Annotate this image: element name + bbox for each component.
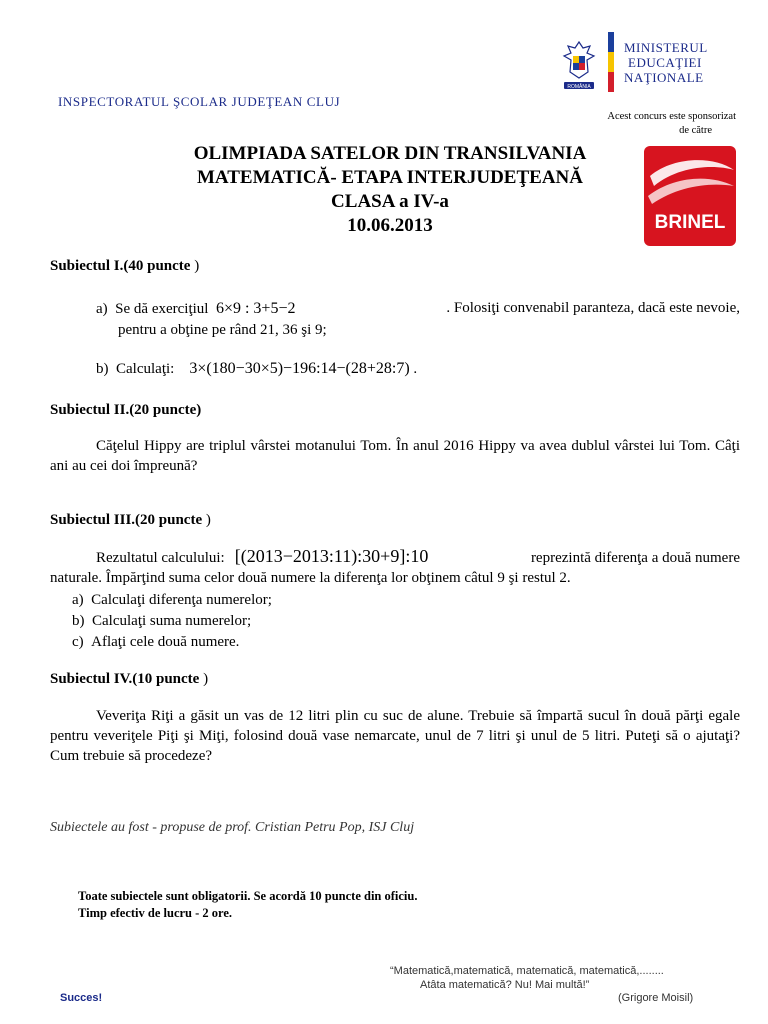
title-line-2: MATEMATICĂ- ETAPA INTERJUDEŢEANĂ	[196, 167, 583, 188]
subject-3-heading	[50, 512, 211, 529]
subject-4-text: Veveriţa Riţi a găsit un vas de 12 litri plin cu suc de alune. Trebuie să împartă sucul în două părţi egale pentru veveriţele Piţi şi Miţi, folosind două vase nemarcate, unul de 7 litri şi unul de 5 litri. Puteţi să o ajutaţi? Cum trebuie să procedeze?	[50, 708, 740, 764]
subject-3-text-2: reprezintă diferenţa a două numere	[530, 550, 740, 566]
item-label: b)	[72, 613, 85, 629]
quote-line-2: Atâta matematică? Nu! Mai multă!”	[420, 979, 590, 991]
item-b-expression: 3×(180−30×5)−196:14−(28+28:7)	[189, 360, 410, 377]
subject-3-heading-text: Subiectul III.(20 puncte	[50, 512, 203, 528]
subject-1-item-a	[96, 298, 740, 341]
ministry-line-2: EDUCAŢIEI	[628, 55, 702, 70]
romanian-flag-stripe	[608, 32, 614, 92]
subject-4-heading-text: Subiectul IV.(10 puncte	[50, 671, 200, 687]
item-b-label: b)	[96, 361, 109, 377]
title-line-3: CLASA a IV-a	[331, 191, 449, 212]
subject-1-heading-close: )	[190, 258, 200, 274]
sponsor-note	[576, 110, 736, 138]
instruction-2: Timp efectiv de lucru - 2 ore.	[78, 906, 233, 920]
subject-1-heading	[50, 258, 199, 275]
crest-label: ROMÂNIA	[567, 84, 591, 90]
item-label: c)	[72, 634, 84, 650]
item-a-text-3: pentru a obţine pe rând 21, 36 şi 9;	[118, 322, 327, 338]
moisil-quote	[390, 964, 664, 992]
subject-3-list	[72, 590, 272, 653]
item-a-text-2: . Folosiţi convenabil paranteza, dacă este nevoie,	[446, 300, 740, 316]
subject-4-heading	[50, 671, 208, 688]
brinel-wordmark: BRINEL	[654, 212, 726, 233]
ministry-line-1: MINISTERUL	[624, 40, 708, 55]
exam-title	[100, 142, 680, 238]
subject-2-text: Căţelul Hippy are triplul vârstei motanului Tom. În anul 2016 Hippy va avea dublul vârstei lui Tom. Câţi ani au cei doi împreună?	[50, 438, 740, 474]
romania-crest-logo	[556, 38, 602, 94]
subject-2-heading-close: )	[196, 402, 202, 418]
subject-2-heading	[50, 402, 201, 419]
item-a-text: Se dă exerciţiul	[115, 301, 209, 317]
item-label: a)	[72, 592, 84, 608]
subject-3-heading-close: )	[202, 512, 211, 528]
quote-author: (Grigore Moisil)	[618, 992, 694, 1004]
item-text: Calculaţi suma numerelor;	[92, 613, 252, 629]
authors-credit: Subiectele au fost - propuse de prof. Cristian Petru Pop, ISJ Cluj	[50, 820, 415, 835]
item-a-expression: 6×9 : 3+5−2	[215, 300, 296, 317]
good-luck-text: Succes!	[60, 992, 103, 1004]
subject-3-expression: [(2013−2013:11):30+9]:10	[234, 546, 429, 566]
instruction-1: Toate subiectele sunt obligatorii. Se acordă 10 puncte din oficiu.	[78, 889, 418, 903]
item-b-text: Calculaţi:	[116, 361, 175, 377]
sponsor-line-1: Acest concurs este sponsorizat	[607, 111, 736, 122]
sponsor-line-2: de către	[679, 125, 712, 136]
item-text: Calculaţi diferenţa numerelor;	[91, 592, 272, 608]
exam-instructions	[78, 888, 417, 922]
subject-2-heading-text: Subiectul II.(20 puncte	[50, 402, 197, 418]
ministry-line-3: NAŢIONALE	[624, 70, 704, 85]
subject-3-item-a	[72, 590, 272, 611]
subject-3-text-3: naturale. Împărţind suma celor două numere la diferenţa lor obţinem câtul 9 şi restul 2.	[50, 570, 571, 586]
subject-3-text-1: Rezultatul calculului:	[96, 550, 225, 566]
item-text: Aflaţi cele două numere.	[91, 634, 240, 650]
subject-4-heading-close: )	[199, 671, 209, 687]
subject-3-text	[50, 546, 740, 588]
title-line-1: OLIMPIADA SATELOR DIN TRANSILVANIA	[193, 143, 587, 164]
item-b-end: .	[413, 361, 418, 377]
item-a-label: a)	[96, 301, 108, 317]
inspectorate-name: INSPECTORATUL ŞCOLAR JUDEŢEAN CLUJ	[58, 94, 341, 109]
subject-3-item-b	[72, 611, 272, 632]
ministry-name	[624, 40, 708, 85]
exam-date: 10.06.2013	[347, 215, 433, 236]
subject-1-item-b	[96, 358, 417, 380]
quote-line-1: “Matematică,matematică, matematică, matematică,........	[390, 965, 664, 977]
subject-1-heading-text: Subiectul I.(40 puncte	[50, 258, 191, 274]
subject-3-item-c	[72, 632, 272, 653]
